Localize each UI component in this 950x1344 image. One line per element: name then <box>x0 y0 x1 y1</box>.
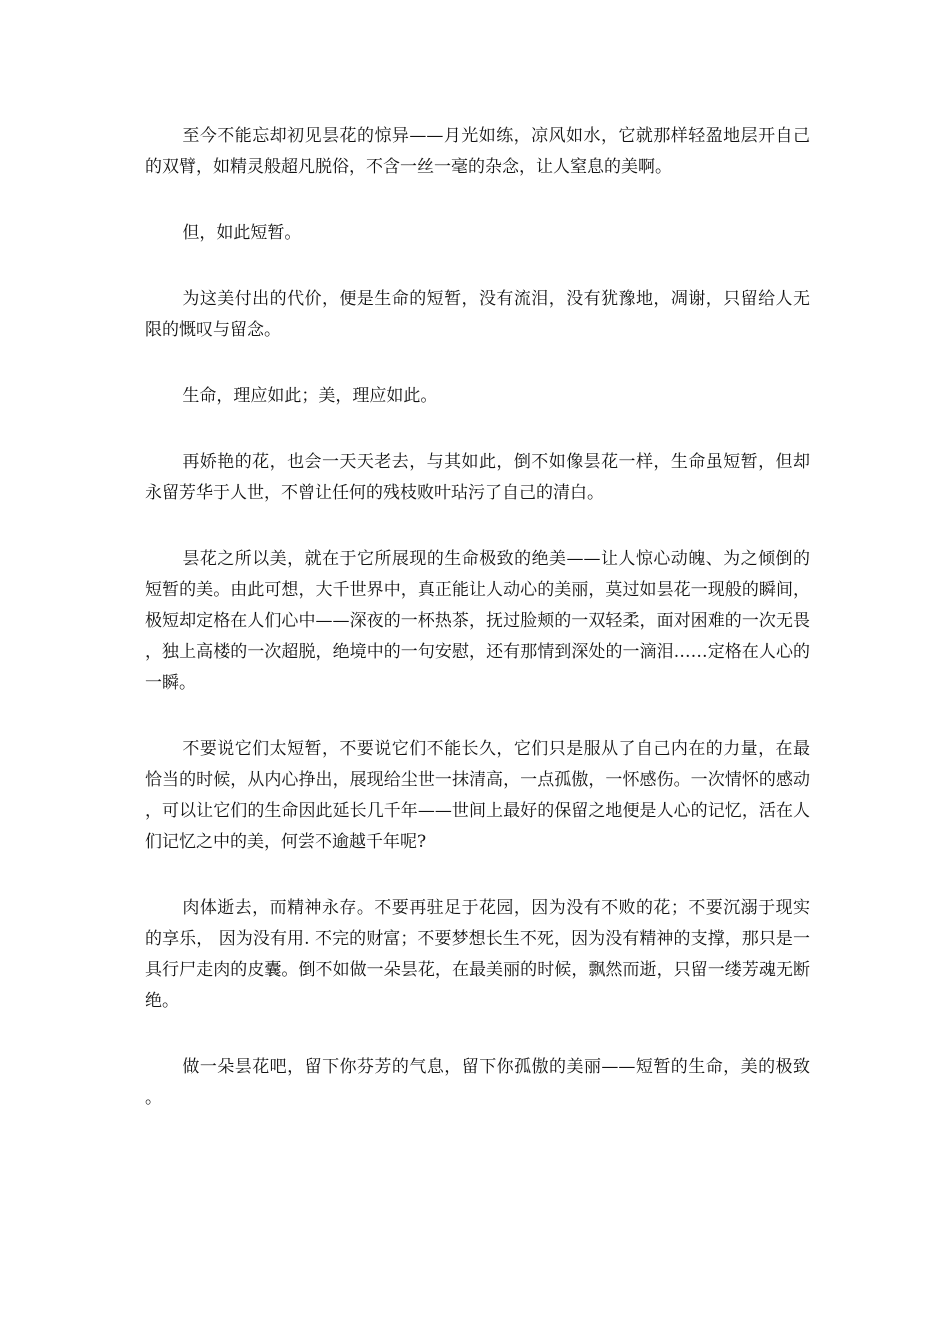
document-body <box>145 121 810 1114</box>
paragraph-9: 做一朵昙花吧，留下你芬芳的气息，留下你孤傲的美丽——短暂的生命，美的极致。 <box>145 1057 810 1108</box>
paragraph-8: 肉体逝去，而精神永存。不要再驻足于花园，因为没有不败的花；不要沉溺于现实的享乐， 因为没有用. 不完的财富；不要梦想长生不死，因为没有精神的支撑，那只是一具行尸走肉的皮囊。倒不如做一朵昙花，在最美丽的时候，飘然而逝，只留一缕芳魂无断绝。 <box>145 898 810 1011</box>
paragraph-6: 昙花之所以美，就在于它所展现的生命极致的绝美——让人惊心动魄、为之倾倒的短暂的美。由此可想，大千世界中，真正能让人动心的美丽，莫过如昙花一现般的瞬间，极短却定格在人们心中——深夜的一杯热茶，抚过脸颊的一双轻柔，面对困难的一次无畏，独上高楼的一次超脱，绝境中的一句安慰，还有那情到深处的一滴泪……定格在人心的一瞬。 <box>145 549 810 693</box>
paragraph-4: 生命，理应如此；美，理应如此。 <box>182 386 438 406</box>
paragraph-3: 为这美付出的代价，便是生命的短暂，没有流泪，没有犹豫地，凋谢，只留给人无限的慨叹与留念。 <box>145 289 810 340</box>
paragraph-5: 再娇艳的花，也会一天天老去，与其如此，倒不如像昙花一样，生命虽短暂，但却永留芳华于人世，不曾让任何的残枝败叶玷污了自己的清白。 <box>145 452 810 503</box>
paragraph-1: 至今不能忘却初见昙花的惊异——月光如练，凉风如水，它就那样轻盈地层开自己的双臂，如精灵般超凡脱俗，不含一丝一毫的杂念，让人窒息的美啊。 <box>145 126 810 177</box>
paragraph-2: 但，如此短暂。 <box>182 223 302 243</box>
paragraph-7: 不要说它们太短暂，不要说它们不能长久，它们只是服从了自己内在的力量，在最恰当的时候，从内心挣出，展现给尘世一抹清高，一点孤傲，一怀感伤。一次情怀的感动，可以让它们的生命因此延长几千年——世间上最好的保留之地便是人心的记忆，活在人们记忆之中的美，何尝不逾越千年呢? <box>145 739 810 852</box>
